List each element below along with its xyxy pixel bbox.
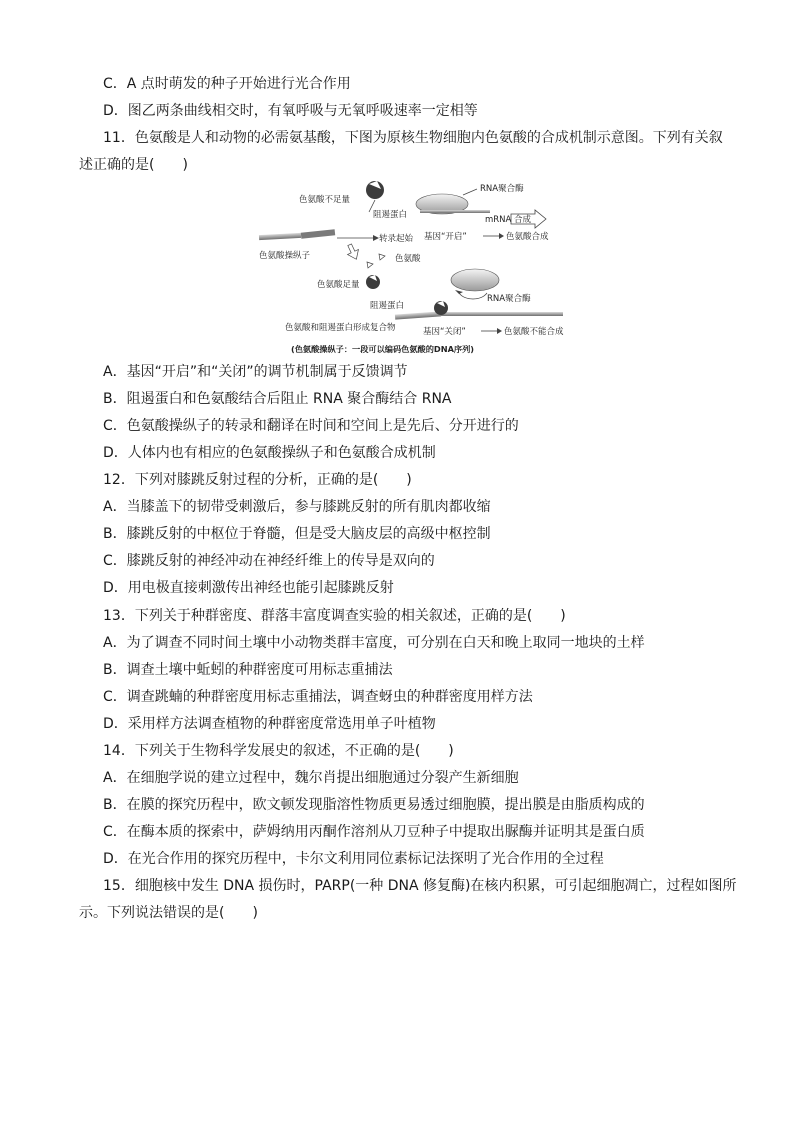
down-arrow-icon (344, 242, 362, 262)
label-mrna: mRNA 合成 (485, 215, 532, 225)
label-rnapol-top: RNA聚合酶 (480, 184, 524, 194)
q13-option-a: A．为了调查不同时间土壤中小动物类群丰富度，可分别在白天和晚上取同一地块的土样 (103, 635, 645, 651)
q11-option-a: A．基因“开启”和“关闭”的调节机制属于反馈调节 (103, 364, 408, 380)
q14-option-a: A．在细胞学说的建立过程中，魏尔肖提出细胞通过分裂产生新细胞 (103, 770, 519, 786)
rna-polymerase-icon-top (416, 194, 490, 214)
q11-option-c: C．色氨酸操纵子的转录和翻译在时间和空间上是先后、分开进行的 (103, 418, 519, 434)
q14-option-c: C．在酶本质的探索中，萨姆纳用丙酮作溶剂从刀豆种子中提取出脲酶并证明其是蛋白质 (103, 824, 645, 840)
q15-stem-line2: 示。下列说法错误的是( ) (79, 905, 258, 921)
dna-operon-bottom (395, 301, 563, 320)
q11-stem-line2: 述正确的是( ) (79, 157, 188, 173)
label-rnapol-bottom: RNA聚合酶 (487, 294, 531, 304)
q14-option-d: D．在光合作用的探究历程中，卡尔文利用同位素标记法探明了光合作用的全过程 (103, 851, 604, 867)
q12-stem: 12．下列对膝跳反射过程的分析，正确的是( ) (103, 472, 412, 488)
dna-operon-top (259, 229, 335, 240)
q10-option-c: C．A 点时萌发的种子开始进行光合作用 (103, 76, 351, 92)
label-gene-off: 基因“关闭” (423, 327, 466, 337)
label-trp-synthesis: 色氨酸合成 (506, 232, 549, 242)
label-transcribe: 转录起始 (379, 234, 414, 244)
curved-arrow-icon (459, 293, 487, 299)
label-trp-low: 色氨酸不足量 (299, 195, 351, 205)
label-trp-enough: 色氨酸足量 (317, 280, 360, 290)
q13-option-b: B．调查土壤中蚯蚓的种群密度可用标志重捕法 (103, 662, 393, 678)
q12-option-d: D．用电极直接刺激传出神经也能引起膝跳反射 (103, 580, 394, 596)
tryptophan-icon (367, 254, 385, 268)
rna-polymerase-icon-bottom (451, 269, 499, 291)
arrowhead-gene-on (499, 233, 504, 239)
label-repressor-top: 阻遏蛋白 (373, 210, 408, 220)
q10-option-d: D．图乙两条曲线相交时，有氧呼吸与无氧呼吸速率一定相等 (103, 103, 478, 119)
trp-operon-figure (255, 180, 585, 358)
q13-option-d: D．采用样方法调查植物的种群密度常选用单子叶植物 (103, 716, 436, 732)
label-gene-on: 基因“开启” (424, 232, 467, 242)
q11-stem-line1: 11．色氨酸是人和动物的必需氨基酸，下图为原核生物细胞内色氨酸的合成机制示意图。下列有关叙 (103, 130, 723, 146)
label-repressor-bottom: 阻遏蛋白 (370, 301, 405, 311)
repressor-icon-top (366, 181, 384, 199)
q13-option-c: C．调查跳蝻的种群密度用标志重捕法，调查蚜虫的种群密度用样方法 (103, 689, 533, 705)
label-no-synthesis: 色氨酸不能合成 (504, 327, 564, 337)
arrowhead-curved (455, 290, 463, 294)
label-tryptophan: 色氨酸 (395, 254, 421, 264)
q11-option-d: D．人体内也有相应的色氨酸操纵子和色氨酸合成机制 (103, 445, 436, 461)
arrowhead-gene-off (497, 328, 502, 334)
figure-caption: (色氨酸操纵子：一段可以编码色氨酸的DNA序列) (291, 344, 475, 354)
q15-stem-line1: 15．细胞核中发生 DNA 损伤时，PARP(一种 DNA 修复酶)在核内积累，可引起细胞凋亡，过程如图所 (103, 878, 737, 894)
label-complex: 色氨酸和阻遏蛋白形成复合物 (285, 323, 396, 333)
label-operon: 色氨酸操纵子 (259, 251, 311, 261)
q12-option-c: C．膝跳反射的神经冲动在神经纤维上的传导是双向的 (103, 553, 435, 569)
q13-stem: 13．下列关于种群密度、群落丰富度调查实验的相关叙述，正确的是( ) (103, 608, 566, 624)
leader-rnapol-top (463, 189, 477, 195)
q12-option-b: B．膝跳反射的中枢位于脊髓，但是受大脑皮层的高级中枢控制 (103, 526, 491, 542)
q11-option-b: B．阻遏蛋白和色氨酸结合后阻止 RNA 聚合酶结合 RNA (103, 391, 452, 407)
q14-option-b: B．在膜的探究历程中，欧文顿发现脂溶性物质更易透过细胞膜，提出膜是由脂质构成的 (103, 797, 645, 813)
q14-stem: 14．下列关于生物科学发展史的叙述，不正确的是( ) (103, 743, 454, 759)
repressor-icon-mid (366, 275, 380, 289)
q12-option-a: A．当膝盖下的韧带受刺激后，参与膝跳反射的所有肌肉都收缩 (103, 499, 491, 515)
